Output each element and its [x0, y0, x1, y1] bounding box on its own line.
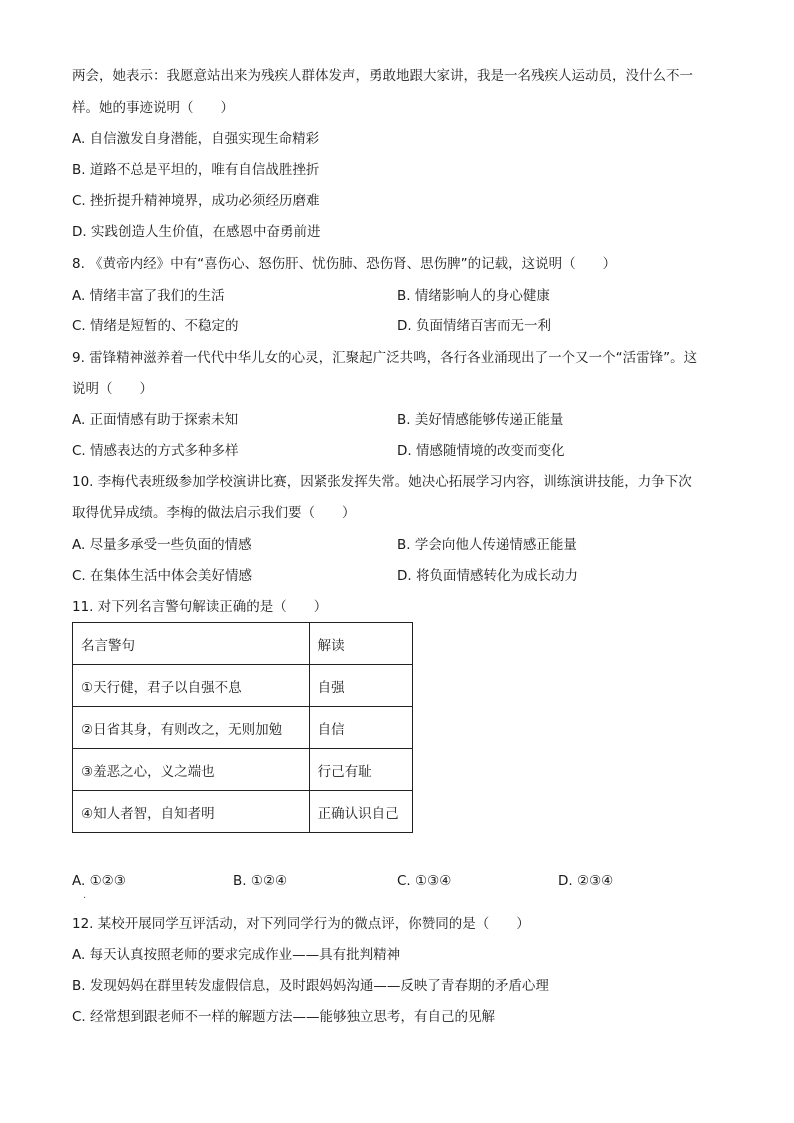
- answer-option: D. 负面情绪百害而无一利: [397, 318, 551, 334]
- table-cell: ④知人者智，自知者明: [73, 791, 310, 833]
- table-row: [73, 791, 413, 833]
- table-row: [73, 665, 413, 707]
- stray-dot: .: [83, 890, 87, 901]
- answer-option: D. 情感随情境的改变而变化: [397, 443, 565, 459]
- table-cell: ②日省其身，有则改之，无则加勉: [73, 707, 310, 749]
- answer-option: B. ①②④: [233, 873, 288, 889]
- table-header-row: [73, 623, 413, 665]
- question-12-stem: 12. 某校开展同学互评活动，对下列同学行为的微点评，你赞同的是（ ）: [72, 916, 530, 932]
- question-stem-line: 样。她的事迹说明（ ）: [72, 100, 234, 116]
- answer-option: A. 情绪丰富了我们的生活: [72, 288, 225, 304]
- question-11-stem: 11. 对下列名言警句解读正确的是（ ）: [72, 599, 328, 615]
- table-row: [73, 707, 413, 749]
- question-10-stem: 10. 李梅代表班级参加学校演讲比赛，因紧张发挥失常。她决心拓展学习内容，训练演讲技能，力争下次: [72, 474, 692, 490]
- answer-option: D. 实践创造人生价值，在感恩中奋勇前进: [72, 224, 321, 240]
- table-cell: 行己有耻: [309, 749, 412, 791]
- answer-option: D. ②③④: [558, 873, 614, 889]
- answer-option: A. 自信激发自身潜能，自强实现生命精彩: [72, 131, 320, 147]
- answer-option: C. 情绪是短暂的、不稳定的: [72, 318, 239, 334]
- answer-option: A. 每天认真按照老师的要求完成作业——具有批判精神: [72, 947, 401, 963]
- answer-option: B. 情绪影响人的身心健康: [397, 288, 550, 304]
- question-9-stem: 9. 雷锋精神滋养着一代代中华儿女的心灵，汇聚起广泛共鸣，各行各业涌现出了一个又一个“活雷锋”。这: [72, 350, 698, 366]
- question-10-stem: 取得优异成绩。李梅的做法启示我们要（ ）: [72, 505, 356, 521]
- answer-option: C. 经常想到跟老师不一样的解题方法——能够独立思考，有自己的见解: [72, 1009, 496, 1025]
- answer-option: B. 道路不总是平坦的，唯有自信战胜挫折: [72, 162, 320, 178]
- table-header-cell: 解读: [309, 623, 412, 665]
- table-header-cell: 名言警句: [73, 623, 310, 665]
- answer-option: A. 正面情感有助于探索未知: [72, 412, 239, 428]
- answer-option: C. ①③④: [397, 873, 452, 889]
- question-8-stem: 8. 《黄帝内经》中有“喜伤心、怒伤肝、忧伤肺、恐伤肾、思伤脾”的记载，这说明（ ）: [72, 256, 617, 272]
- answer-option: A. 尽量多承受一些负面的情感: [72, 537, 252, 553]
- table-cell: ①天行健，君子以自强不息: [73, 665, 310, 707]
- question-9-stem: 说明（ ）: [72, 381, 153, 397]
- table-row: [73, 749, 413, 791]
- answer-option: C. 情感表达的方式多种多样: [72, 443, 239, 459]
- answer-option: C. 挫折提升精神境界，成功必须经历磨难: [72, 193, 320, 209]
- table-cell: 自信: [309, 707, 412, 749]
- table-cell: ③羞恶之心，义之端也: [73, 749, 310, 791]
- table-cell: 自强: [309, 665, 412, 707]
- table-cell: 正确认识自己: [309, 791, 412, 833]
- quotes-table: [72, 622, 413, 833]
- answer-option: C. 在集体生活中体会美好情感: [72, 568, 253, 584]
- answer-option: D. 将负面情感转化为成长动力: [397, 568, 578, 584]
- answer-option: A. ①②③: [72, 873, 126, 889]
- answer-option: B. 美好情感能够传递正能量: [397, 412, 564, 428]
- answer-option: B. 发现妈妈在群里转发虚假信息，及时跟妈妈沟通——反映了青春期的矛盾心理: [72, 978, 549, 994]
- question-stem-line: 两会，她表示：我愿意站出来为残疾人群体发声，勇敢地跟大家讲，我是一名残疾人运动员，没什么不一: [72, 68, 693, 84]
- answer-option: B. 学会向他人传递情感正能量: [397, 537, 577, 553]
